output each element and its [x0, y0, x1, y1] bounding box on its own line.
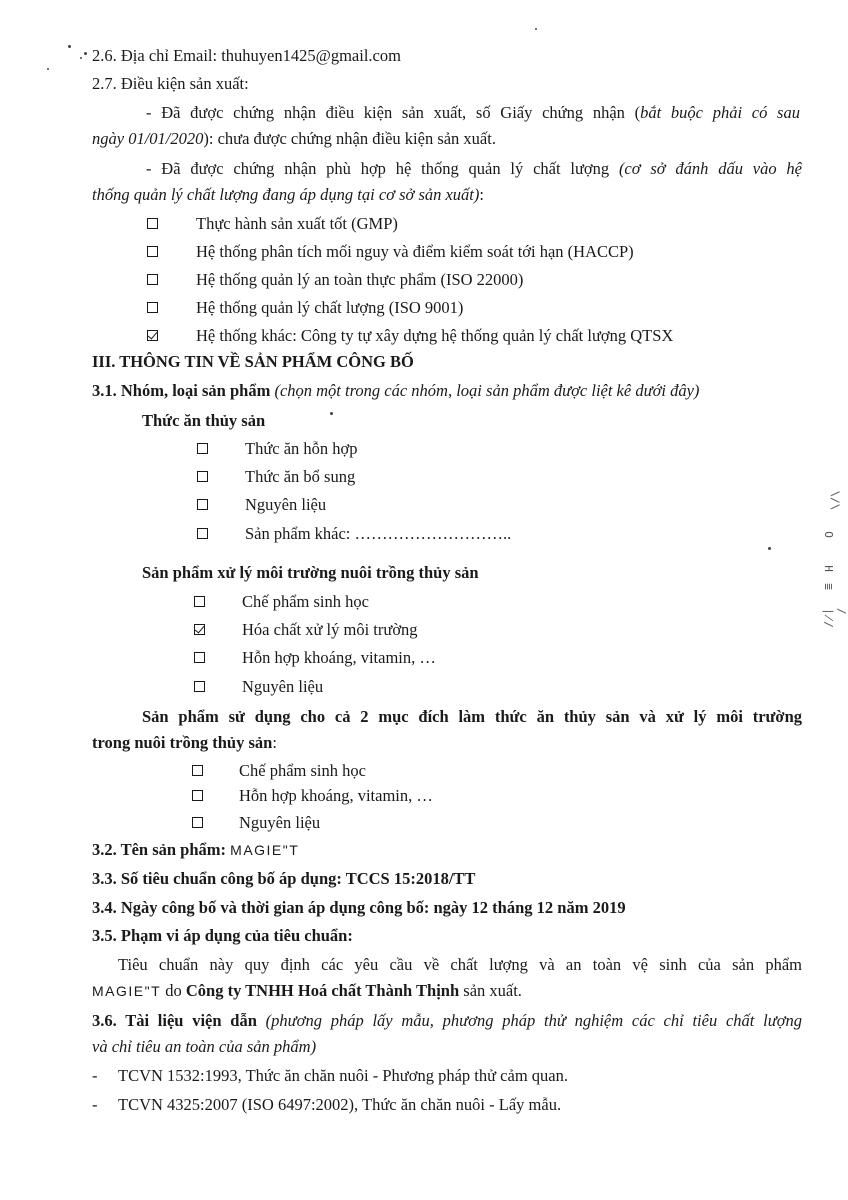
cert-line-2: ngày 01/01/2020): chưa được chứng nhận điều kiện sản xuất.	[92, 129, 496, 148]
group-line: 3.1. Nhóm, loại sản phẩm (chọn một trong các nhóm, loại sản phẩm được liệt kê dưới đây)	[92, 381, 700, 400]
reference-bullet: -	[92, 1066, 98, 1085]
checkbox-label: Thực hành sản xuất tốt (GMP)	[196, 214, 398, 233]
checkbox-label: Nguyên liệu	[239, 813, 321, 832]
margin-mark: /∤/	[822, 608, 848, 628]
reference-item: TCVN 4325:2007 (ISO 6497:2002), Thức ăn chăn nuôi - Lấy mẫu.	[118, 1095, 562, 1114]
checkbox[interactable]	[194, 652, 205, 663]
checkbox-label: Hệ thống quản lý chất lượng (ISO 9001)	[196, 298, 464, 317]
checkbox[interactable]	[194, 681, 205, 692]
qms-line-1: - Đã được chứng nhận phù hợp hệ thống quản lý chất lượng (cơ sở đánh dấu vào hệ	[146, 159, 803, 178]
product-name-line: 3.2. Tên sản phẩm: MAGIE"T	[92, 840, 300, 859]
checkbox[interactable]	[192, 817, 203, 828]
checkbox-label: Hệ thống phân tích mối nguy và điểm kiểm soát tới hạn (HACCP)	[196, 242, 634, 261]
margin-mark: ≣	[821, 583, 835, 590]
references-line-2: và chỉ tiêu an toàn của sản phẩm)	[92, 1037, 317, 1056]
checkbox-label: Hệ thống khác: Công ty tự xây dựng hệ thống quản lý chất lượng QTSX	[196, 326, 674, 345]
scan-speck	[84, 52, 87, 55]
checkbox[interactable]	[147, 218, 158, 229]
email-line: 2.6. Địa chỉ Email: thuhuyen1425@gmail.com	[92, 46, 401, 65]
checkbox-label: Thức ăn bổ sung	[245, 467, 356, 486]
checkbox[interactable]	[197, 471, 208, 482]
checkbox[interactable]	[147, 246, 158, 257]
scope-line-1: Tiêu chuẩn này quy định các yêu cầu về chất lượng và an toàn vệ sinh của sản phẩm	[118, 955, 802, 974]
scope-line-2: MAGIE"T do Công ty TNHH Hoá chất Thành Thịnh sản xuất.	[92, 981, 522, 1000]
checkbox-label: Sản phẩm khác: ………………………..	[245, 524, 512, 543]
scan-speck	[80, 57, 82, 59]
margin-mark: \/\	[828, 490, 842, 511]
references-line-1: 3.6. Tài liệu viện dẫn (phương pháp lấy mẫu, phương pháp thử nghiệm các chỉ tiêu chất lượng	[92, 1011, 802, 1030]
dual-title-2: trong nuôi trồng thủy sản:	[92, 733, 277, 752]
announcement-date: 3.4. Ngày công bố và thời gian áp dụng công bố: ngày 12 tháng 12 năm 2019	[92, 898, 626, 917]
scope-label: 3.5. Phạm vi áp dụng của tiêu chuẩn:	[92, 926, 353, 945]
checkbox-label: Chế phẩm sinh học	[242, 592, 369, 611]
checkbox-label: Hóa chất xử lý môi trường	[242, 620, 418, 639]
conditions-title: 2.7. Điều kiện sản xuất:	[92, 74, 249, 93]
checkbox-label: Hỗn hợp khoáng, vitamin, …	[242, 648, 436, 667]
checkbox[interactable]	[192, 765, 203, 776]
checkbox-label: Thức ăn hỗn hợp	[245, 439, 358, 458]
margin-mark: H	[821, 565, 835, 572]
checkbox[interactable]	[147, 302, 158, 313]
standard-number: 3.3. Số tiêu chuẩn công bố áp dụng: TCCS 15:2018/TT	[92, 869, 476, 888]
qms-line-2: thống quản lý chất lượng đang áp dụng tại cơ sở sản xuất):	[92, 185, 484, 204]
cert-line-1: - Đã được chứng nhận điều kiện sản xuất, số Giấy chứng nhận (bắt buộc phải có sau	[146, 103, 800, 122]
checkbox[interactable]	[197, 528, 208, 539]
scan-speck	[330, 412, 333, 415]
checkbox[interactable]	[197, 443, 208, 454]
margin-mark: O	[821, 531, 835, 538]
checkbox-label: Chế phẩm sinh học	[239, 761, 366, 780]
scan-speck	[68, 45, 71, 48]
checkbox[interactable]	[147, 274, 158, 285]
checkbox[interactable]	[194, 596, 205, 607]
dual-title-1: Sản phẩm sử dụng cho cả 2 mục đích làm thức ăn thủy sản và xử lý môi trường	[142, 707, 802, 726]
checkbox[interactable]	[197, 499, 208, 510]
checkbox-label: Nguyên liệu	[245, 495, 327, 514]
scan-speck	[535, 28, 537, 30]
checkbox-label: Hỗn hợp khoáng, vitamin, …	[239, 786, 433, 805]
checkbox[interactable]	[192, 790, 203, 801]
feed-title: Thức ăn thủy sản	[142, 411, 266, 430]
product-name-value: MAGIE"T	[230, 842, 300, 858]
checkbox-label: Nguyên liệu	[242, 677, 324, 696]
checkbox-checked[interactable]	[194, 624, 205, 635]
checkbox-checked[interactable]	[147, 330, 158, 341]
checkbox-label: Hệ thống quản lý an toàn thực phẩm (ISO 22000)	[196, 270, 524, 289]
env-title: Sản phẩm xử lý môi trường nuôi trồng thủy sản	[142, 563, 479, 582]
reference-bullet: -	[92, 1095, 98, 1114]
scan-speck	[47, 68, 49, 70]
scan-speck	[768, 547, 771, 550]
reference-item: TCVN 1532:1993, Thức ăn chăn nuôi - Phương pháp thử cảm quan.	[118, 1066, 568, 1085]
section-3-heading: III. THÔNG TIN VỀ SẢN PHẨM CÔNG BỐ	[92, 352, 414, 371]
